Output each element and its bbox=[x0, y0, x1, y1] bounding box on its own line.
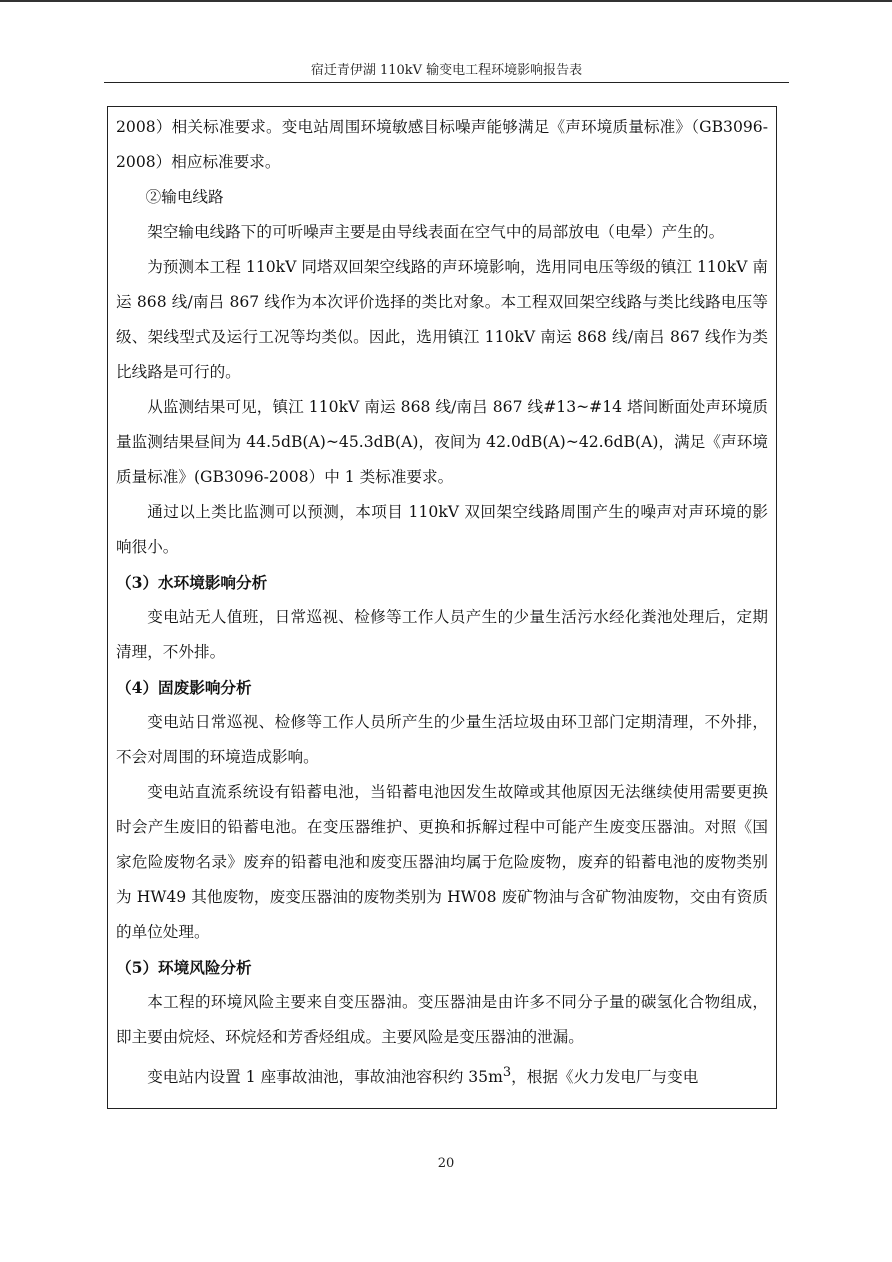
accident-oil-pool-text-b: ，根据《火力发电厂与变电 bbox=[511, 1068, 699, 1087]
superscript-cubic: 3 bbox=[502, 1065, 512, 1080]
paragraph-analog-selection: 为预测本工程 110kV 同塔双回架空线路的声环境影响，选用同电压等级的镇江 110kV 南运 868 线/南吕 867 线作为本次评价选择的类比对象。本工程双回架空线路与类比线路电压等级、架线型式及运行工况等均类似。因此，选用镇江 110kV 南运 868 线/南吕 867 线作为类比线路是可行的。 bbox=[116, 258, 768, 381]
top-border-line bbox=[0, 0, 892, 2]
paragraph-monitoring-results: 从监测结果可见，镇江 110kV 南运 868 线/南吕 867 线#13~#14 塔间断面处声环境质量监测结果昼间为 44.5dB(A)~45.3dB(A)，夜间为 42.0dB(A)~42.6dB(A)，满足《声环境质量标准》(GB3096-2008）中 1 类标准要求。 bbox=[116, 398, 768, 486]
section-heading-water: （3）水环境影响分析 bbox=[116, 573, 268, 592]
paragraph-accident-oil-pool bbox=[116, 1055, 768, 1095]
page-header-title: 宿迁青伊湖 110kV 输变电工程环境影响报告表 bbox=[310, 63, 583, 78]
paragraph-corona-noise: 架空输电线路下的可听噪声主要是由导线表面在空气中的局部放电（电晕）产生的。 bbox=[147, 223, 725, 241]
paragraph-transformer-oil: 本工程的环境风险主要来自变压器油。变压器油是由许多不同分子量的碳氢化合物组成，即主要由烷烃、环烷烃和芳香烃组成。主要风险是变压器油的泄漏。 bbox=[116, 993, 768, 1046]
paragraph-wastewater: 变电站无人值班，日常巡视、检修等工作人员产生的少量生活污水经化粪池处理后，定期清理，不外排。 bbox=[116, 608, 768, 661]
section-heading-environmental-risk: （5）环境风险分析 bbox=[116, 958, 252, 977]
page-number: 20 bbox=[437, 1156, 455, 1171]
header-rule bbox=[104, 82, 789, 83]
accident-oil-pool-text-a: 变电站内设置 1 座事故油池，事故油池容积约 35m bbox=[147, 1068, 503, 1087]
subsection-transmission-line: ②输电线路 bbox=[145, 188, 224, 206]
paragraph-noise-standard: 2008）相关标准要求。变电站周围环境敏感目标噪声能够满足《声环境质量标准》（GB3096-2008）相应标准要求。 bbox=[116, 118, 768, 171]
paragraph-noise-prediction: 通过以上类比监测可以预测，本项目 110kV 双回架空线路周围产生的噪声对声环境的影响很小。 bbox=[116, 503, 768, 556]
paragraph-hazardous-waste: 变电站直流系统设有铅蓄电池，当铅蓄电池因发生故障或其他原因无法继续使用需要更换时会产生废旧的铅蓄电池。在变压器维护、更换和拆解过程中可能产生废变压器油。对照《国家危险废物名录》废弃的铅蓄电池和废变压器油均属于危险废物，废弃的铅蓄电池的废物类别为 HW49 其他废物，废变压器油的废物类别为 HW08 废矿物油与含矿物油废物，交由有资质的单位处理。 bbox=[116, 783, 768, 941]
paragraph-domestic-waste: 变电站日常巡视、检修等工作人员所产生的少量生活垃圾由环卫部门定期清理，不外排，不会对周围的环境造成影响。 bbox=[116, 713, 768, 766]
report-content-box bbox=[107, 106, 777, 1109]
section-heading-solid-waste: （4）固废影响分析 bbox=[116, 678, 252, 697]
